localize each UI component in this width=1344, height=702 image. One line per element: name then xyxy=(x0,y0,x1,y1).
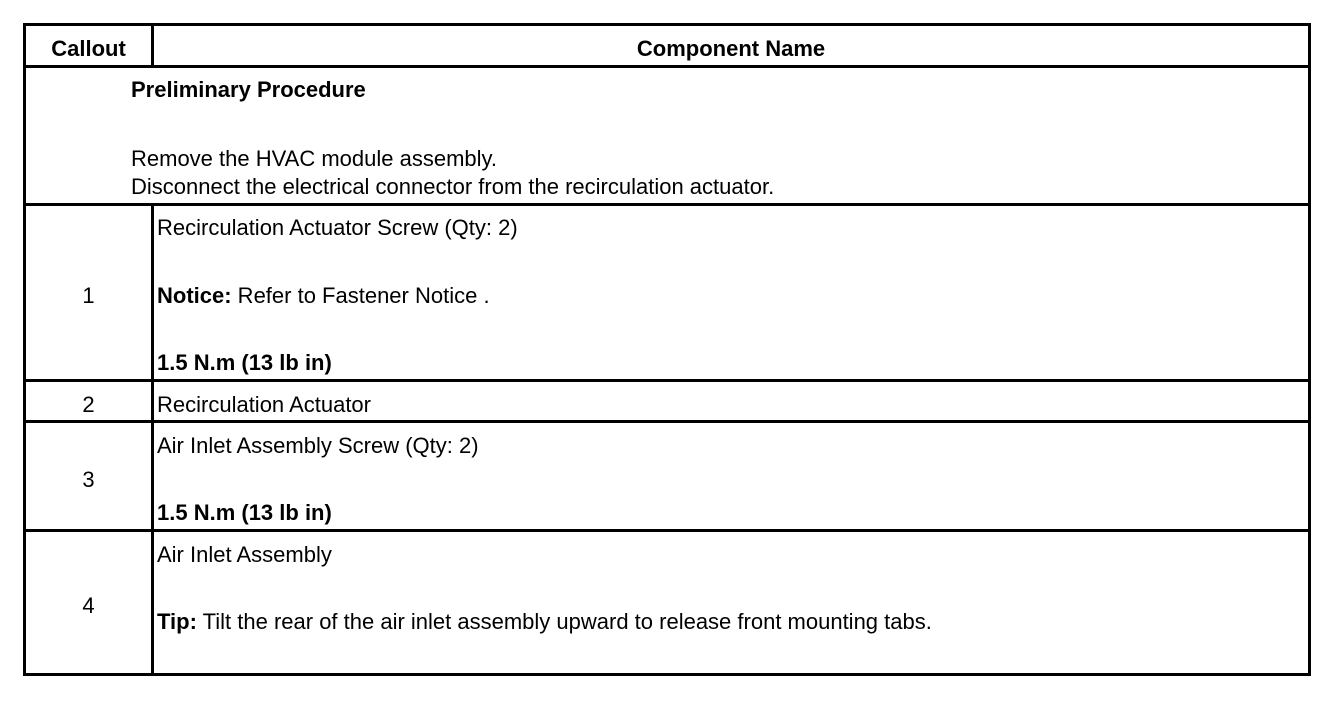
row-4-callout: 4 xyxy=(82,593,95,618)
divider-header xyxy=(26,65,1308,68)
preliminary-line-1: Remove the HVAC module assembly. xyxy=(131,146,497,171)
row-4-tip-text: Tilt the rear of the air inlet assembly upward to release front mounting tabs. xyxy=(196,609,932,634)
divider-row-1 xyxy=(26,379,1308,382)
row-3-callout: 3 xyxy=(82,467,95,492)
row-4-name: Air Inlet Assembly xyxy=(157,542,332,567)
row-4-tip xyxy=(157,609,932,635)
row-1-notice-label: Notice: xyxy=(157,283,232,308)
divider-row-3 xyxy=(26,529,1308,532)
row-1-notice xyxy=(157,283,490,309)
procedure-table xyxy=(23,23,1311,676)
divider-preliminary xyxy=(26,203,1308,206)
preliminary-title: Preliminary Procedure xyxy=(131,77,366,102)
row-2-name: Recirculation Actuator xyxy=(157,392,371,417)
row-3-torque: 1.5 N.m (13 lb in) xyxy=(157,500,332,525)
row-1-name: Recirculation Actuator Screw (Qty: 2) xyxy=(157,215,518,240)
divider-row-2 xyxy=(26,420,1308,423)
row-3-name: Air Inlet Assembly Screw (Qty: 2) xyxy=(157,433,479,458)
row-1-torque: 1.5 N.m (13 lb in) xyxy=(157,350,332,375)
column-divider-header xyxy=(151,26,154,68)
row-1-notice-text: Refer to Fastener Notice . xyxy=(231,283,490,308)
header-callout: Callout xyxy=(51,36,126,61)
preliminary-line-2: Disconnect the electrical connector from the recirculation actuator. xyxy=(131,174,775,199)
header-component-name: Component Name xyxy=(636,36,826,61)
row-4-tip-label: Tip: xyxy=(157,609,197,634)
row-2-callout: 2 xyxy=(82,392,95,417)
row-1-callout: 1 xyxy=(82,283,95,308)
column-divider-body xyxy=(151,203,154,673)
